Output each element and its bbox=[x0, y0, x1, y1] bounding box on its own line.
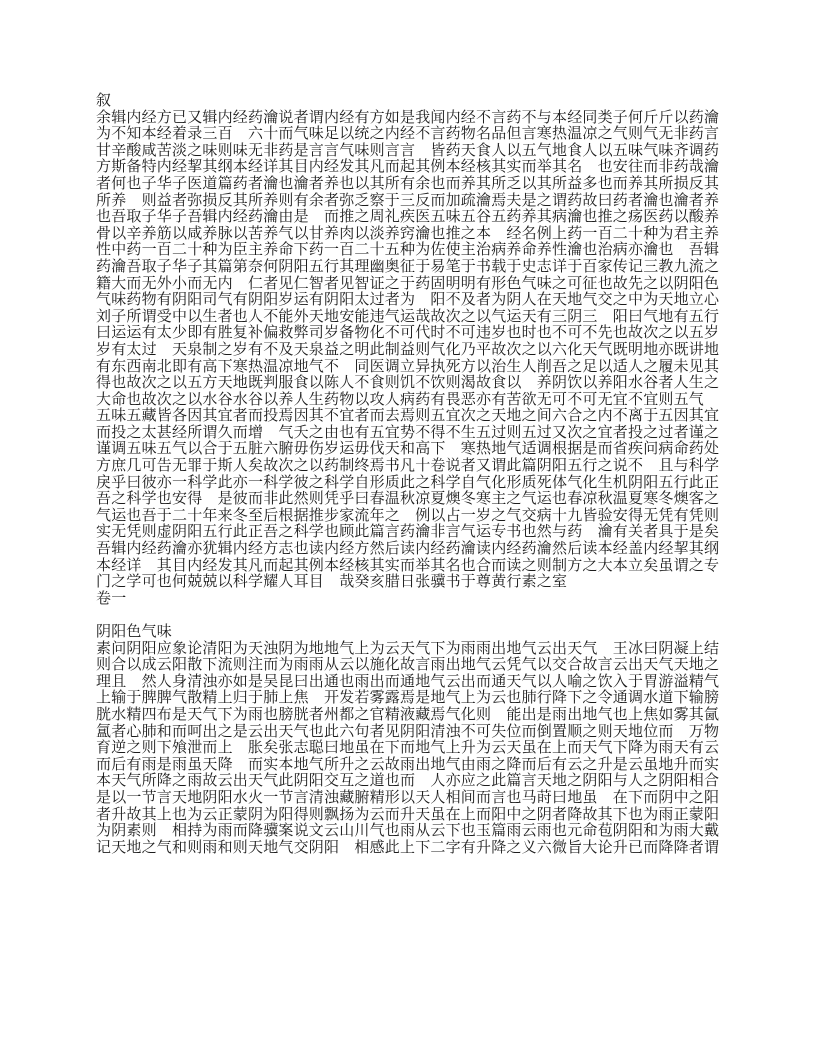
text-line: 岁有太过 天泉制之岁有不及天泉益之明此制益则气化乃平故次之以六化天气既明地亦既讲地 bbox=[96, 341, 720, 358]
text-line: 性中药一百二十种为臣主养命下药一百二十五种为佐使主治病养命养性瀹也治病亦瀹也 吾辑 bbox=[96, 242, 720, 259]
text-line: 本经详 其目内经发其凡而起其例本经核其实而举其名也合而读之则制方之大本立矣虽谓之专 bbox=[96, 557, 720, 574]
text-line: 五味五藏皆各因其宜者而投焉因其不宜者而去焉则五宜次之天地之间六合之内不离于五因其宜 bbox=[96, 408, 720, 425]
text-line: 大命也故次之以水谷水谷以养人生药物以攻人病药有畏恶亦有苦欲无可不可无宜不宜则五气 bbox=[96, 391, 705, 408]
text-line: 刘子所谓受中以生者也人不能外天地安能违气运哉故次之以气运天有三阴三 阳曰气地有五行 bbox=[96, 308, 720, 325]
text-line: 曰运运有太少即有胜复补偏救弊司岁备物化不可代时不可违岁也时也不可不先也故次之以五岁 bbox=[96, 325, 720, 342]
blank-line bbox=[96, 607, 722, 624]
text-line: 上输于脾脾气散精上归于肺上焦 开发若雾露焉是地气上为云也肺行降下之令通调水道下输膀 bbox=[96, 690, 720, 707]
text-line: 有东西南北即有高下寒热温凉地气不 同医调立异执死方以治生人削吾之足以适人之履未见其 bbox=[96, 358, 720, 375]
text-line: 者升故其上也为云正蒙阴为阳得则飘扬为云而升天虽在上而阳中之阴者降故其下也为雨正蒙阳 bbox=[96, 806, 720, 823]
text-line: 为不知本经着录三百 六十而气味足以统之内经不言药物名品但言寒热温凉之气则气无非药言 bbox=[96, 126, 720, 143]
text-line: 吾辑内经药瀹亦犹辑内经方志也读内经方然后读内经药瀹读内经药瀹然后读本经盖内经挈其纲 bbox=[96, 541, 720, 558]
text-line: 素问阴阳应象论清阳为天浊阴为地地气上为云天气下为雨雨出地气云出天气 王冰曰阴凝上结 bbox=[96, 640, 720, 657]
text-line: 而投之太甚经所谓久而增 气夭之由也有五宜势不得不生五过则五过又次之宜者投之过者谨之 bbox=[96, 424, 720, 441]
text-line: 本天气所降之雨故云出天气此阴阳交互之道也而 人亦应之此篇言天地之阴阳与人之阴阳相合 bbox=[96, 773, 720, 790]
text-line: 药瀹吾取子华子其篇第奈何阴阳五行其理幽奥征于易笔于书载于史志详于百家传记三教九流之 bbox=[96, 258, 720, 275]
text-line: 谨调五味五气以合于五脏六腑毋伤岁运毋伐天和高下 寒热地气适调根据是而省疾问病命药处 bbox=[96, 441, 720, 458]
text-line: 余辑内经方已又辑内经药瀹说者谓内经有方如是我闻内经不言药不与本经同类子何斤斤以药瀹 bbox=[96, 109, 720, 126]
text-line: 甘辛酸咸苦淡之味则味无非药是言言气味则言言 皆药天食人以五气地食人以五味气味齐调药 bbox=[96, 142, 720, 159]
text-line: 记天地之气和则雨和则天地气交阴阳 相感此上下二字有升降之义六微旨大论升已而降降者谓 bbox=[96, 839, 720, 856]
text-line: 方庶几可告无罪于斯人矣故次之以药制终焉书凡十卷说者又谓此篇阴阳五行之说不 且与科学 bbox=[96, 458, 720, 475]
text-line: 育逆之则下飧泄而上 胀矣张志聪曰地虽在下而地气上升为云天虽在上而天气下降为雨天有云 bbox=[96, 740, 720, 757]
text-line: 氲者心肺和而呵出之是云出天气也此六句者见阴阳清浊不可失位而倒置顺之则天地位而 万物 bbox=[96, 723, 720, 740]
text-line: 方斯备特内经挈其纲本经详其目内经发其凡而起其例本经核其实而举其名 也安往而非药哉瀹 bbox=[96, 159, 720, 176]
text-line: 戾乎曰彼亦一科学此亦一科学彼之科学自形质此之科学自气化形质死体气化生机阴阳五行此正 bbox=[96, 474, 720, 491]
text-line: 是以一节言天地阴阳水火一节言清浊藏腑精形以天人相间而言也马莳曰地虽 在下而阴中之阳 bbox=[96, 789, 720, 806]
volume-label: 卷一 bbox=[96, 590, 127, 607]
text-line: 理且 然人身清浊亦如是吴昆曰出通也雨出而通地气云出而通天气以人喻之饮入于胃游溢精气 bbox=[96, 673, 720, 690]
text-line: 吾之科学也安得 是彼而非此然则凭乎曰春温秋凉夏燠冬寒主之气运也春凉秋温夏寒冬燠客之 bbox=[96, 491, 720, 508]
chapter-heading: 阴阳色气味 bbox=[96, 624, 173, 640]
text-line: 则合以成云阳散下流则注而为雨雨从云以施化故言雨出地气云凭气以交合故言云出天气天地之 bbox=[96, 657, 720, 674]
text-line: 气味药物有阴阳司气有阴阳岁运有阴阳太过者为 阳不及者为阴人在天地气交之中为天地立心 bbox=[96, 292, 720, 309]
text-line: 籍大而无外小而无内 仁者见仁智者见智证之于药固明明有形色气味之可征也故先之以阴阳色 bbox=[96, 275, 720, 292]
text-line: 为阴素则 相持为雨而降骥案说文云山川气也雨从云下也玉篇雨云雨也元命苞阴阳和为雨大戴 bbox=[96, 823, 720, 840]
preface-heading: 叙 bbox=[96, 93, 112, 109]
preface-body bbox=[96, 110, 722, 591]
text-line: 胱水精四布是天气下为雨也膀胱者州都之官精液藏焉气化则 能出是雨出地气也上焦如雾其氤 bbox=[96, 706, 720, 723]
text-line: 得也故次之以五方天地既判服食以陈人不食则饥不饮则渴故食以 养阴饮以养阳水谷者人生之 bbox=[96, 375, 720, 392]
text-line: 门之学可也何兢兢以科学耀人耳目 哉癸亥腊日张骥书于尊黄行素之室 bbox=[96, 574, 568, 591]
text-line: 所养 则益者弥损反其所养则有余者弥乏察于三反而加疏瀹焉夫是之谓药故曰药者瀹也瀹者养 bbox=[96, 192, 720, 209]
text-line: 实无凭则虚阴阳五行此正吾之科学也顾此篇言药瀹非言气运专书也然与药 瀹有关者具于是矣 bbox=[96, 524, 720, 541]
chapter-body bbox=[96, 641, 722, 857]
text-line: 气运也吾于二十年来冬至后根据推步家流年之 例以占一岁之气交病十九皆验安得无凭有凭则 bbox=[96, 507, 720, 524]
text-line: 者何也子华子医道篇药者瀹也瀹者养也以其所有余也而养其所乏以其所益多也而养其所损反其 bbox=[96, 175, 720, 192]
text-line: 也吾取子华子吾辑内经药瀹由是 而推之周礼疾医五味五谷五药养其病瀹也推之疡医药以酸养 bbox=[96, 209, 720, 226]
text-line: 而后有雨是雨虽天降 而实本地气所升之云故雨出地气由雨之降而后有云之升是云虽地升而实 bbox=[96, 756, 720, 773]
text-line: 骨以辛养筋以咸养脉以苦养气以甘养肉以淡养窍瀹也推之本 经名例上药一百二十种为君主养 bbox=[96, 225, 720, 242]
